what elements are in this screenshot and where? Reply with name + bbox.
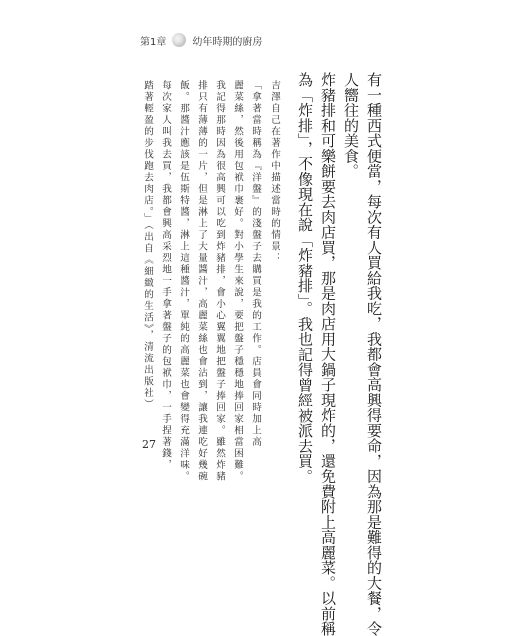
quote-text-column: 麗菜絲，然後用包袱巾裹好。對小學生來說，要把盤子穩穩地捧回家相當困難。 — [232, 80, 243, 483]
chapter-ornament-icon — [172, 33, 186, 47]
main-text-column: 有一種西式便當，每次有人買給我吃，我都會高興得要命，因為那是難得的大餐，令 — [365, 72, 383, 636]
quote-text-column: 吉澤自己在著作中描述當時的情景： — [269, 80, 280, 264]
quote-text-column: 我記得那時因為很高興可以吃到炸豬排，會小心翼翼地把盤子捧回家。雖然炸豬 — [214, 80, 225, 483]
running-header — [140, 30, 262, 50]
main-text-column: 為「炸排」，不像現在說「炸豬排」。我也記得曾經被派去買。 — [296, 72, 314, 484]
main-text-column: 炸豬排和可樂餅要去肉店買，那是肉店用大鍋子現炸的，還免費附上高麗菜。以前稱 — [319, 72, 337, 636]
chapter-label: 第1章 — [140, 36, 167, 48]
quote-text-column: 每次家人叫我去買，我都會興高采烈地一手拿著盤子的包袱巾，一手捏著錢， — [160, 80, 171, 471]
quote-text-column: 飯。那醬汁應該是伍斯特醬，淋上這種醬汁，單純的高麗菜也會變得充滿洋味。 — [178, 80, 189, 483]
main-text-column: 人嚮往的美食。 — [342, 72, 360, 179]
quote-text-column: 排只有薄薄的一片，但是淋上了大量醬汁，高麗菜絲也會沾到，讓我連吃好幾碗 — [196, 80, 207, 483]
quote-text-column: 「拿著當時稱為『洋盤』的淺盤子去購買是我的工作。店員會同時加上高 — [250, 80, 261, 448]
chapter-title: 幼年時期的廚房 — [192, 36, 263, 48]
quote-text-column: 踏著輕盈的步伐跑去肉店。」（出自《細緻的生活》，清流出版社） — [142, 80, 153, 411]
page-number: 27 — [142, 438, 156, 451]
